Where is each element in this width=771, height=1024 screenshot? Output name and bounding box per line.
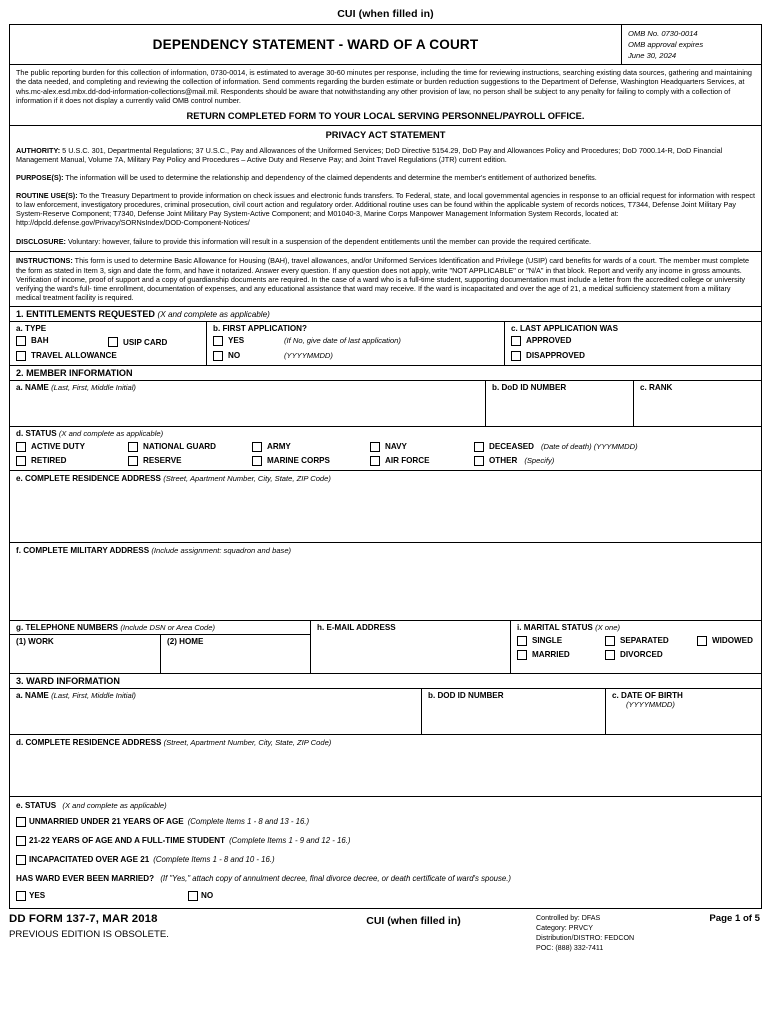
instructions-paragraph [10,251,761,305]
checkbox-icon[interactable] [474,442,484,452]
checkbox-approved[interactable] [511,336,757,346]
member-dod-id-label: b. DoD ID NUMBER [492,382,567,392]
home-phone-label: (2) HOME [167,636,204,646]
ward-dob-cell[interactable] [605,689,761,734]
section-1-header [10,306,761,322]
member-name-row [10,381,761,427]
member-status-block [10,427,761,471]
checkbox-marine-corps[interactable] [252,456,370,466]
title-cell [10,25,621,64]
first-app-yes-note: (If No, give date of last application) [284,336,401,346]
home-phone-cell[interactable] [160,635,310,673]
checkbox-army-label: ARMY [267,442,291,452]
marital-row-2 [517,650,757,660]
checkbox-icon[interactable] [605,636,615,646]
purpose-label: PURPOSE(S): [16,172,64,182]
checkbox-national-guard-label: NATIONAL GUARD [143,442,216,452]
previous-edition-notice: PREVIOUS EDITION IS OBSOLETE. [9,928,169,940]
email-address-label: h. E-MAIL ADDRESS [317,622,396,632]
first-application-cell [206,322,504,365]
member-military-address-label [10,543,761,555]
checkbox-married[interactable] [517,650,605,660]
return-notice: RETURN COMPLETED FORM TO YOUR LOCAL SERVING PERSONNEL/PAYROLL OFFICE. [186,110,585,121]
deceased-note: (Date of death) (YYYMMDD) [540,442,638,452]
section-2-heading: 2. MEMBER INFORMATION [16,367,133,378]
checkbox-air-force-label: AIR FORCE [385,456,430,466]
checkbox-national-guard[interactable] [128,442,252,452]
ward-married-answer-row [16,891,756,905]
checkbox-first-app-no-label: NO [228,351,241,361]
ward-status-note: (X and complete as applicable) [62,800,167,810]
section-1-note: (X and complete as applicable) [157,309,270,319]
checkbox-travel-allowance[interactable] [16,351,202,361]
checkbox-icon[interactable] [517,650,527,660]
checkbox-icon[interactable] [16,351,26,361]
telephone-subfields [10,635,310,673]
omb-expires-label: OMB approval expires [628,39,704,49]
member-status-row-2 [16,456,757,466]
omb-expires-date: June 30, 2024 [628,50,677,60]
last-application-cell [504,322,761,365]
ward-residence-address-note: (Street, Apartment Number, City, State, ZIP Code) [163,737,332,747]
marital-status-note: (X one) [595,622,620,632]
ward-residence-address-label-text: d. COMPLETE RESIDENCE ADDRESS [16,737,162,747]
purpose-paragraph [10,167,761,185]
category: Category: PRVCY [536,924,594,932]
marital-status-label [517,623,757,632]
authority-text: 5 U.S.C. 301, Departmental Regulations; 37 U.S.C., Pay and Allowances of the Uniformed Services; DoD Directive 5154.29, DoD Pay and Allowances Policy and Procedures; DoD 7000.14-R, DoD Financial Management Manual, Volume 7A, Military Pay Policy and Procedures – Active Duty and Reserve Pay; and Joint Travel Regulations (JTR) current edition. [16,145,723,164]
checkbox-icon[interactable] [252,442,262,452]
member-status-label [16,429,757,438]
member-name-note: (Last, First, Middle Initial) [51,382,136,392]
poc: POC: (888) 332-7411 [536,944,604,953]
checkbox-icon[interactable] [128,456,138,466]
member-status-row-1 [16,442,757,452]
controlled-by: Controlled by: DFAS [536,913,601,922]
privacy-act-heading: PRIVACY ACT STATEMENT [325,129,446,140]
checkbox-incapacitated-over-21[interactable] [16,855,756,865]
checkbox-married-label: MARRIED [532,650,570,660]
checkbox-disapproved[interactable] [511,351,757,361]
contact-marital-row [10,621,761,674]
marital-row-1 [517,636,757,646]
telephone-numbers-cell [10,621,310,673]
member-dod-id-cell[interactable] [485,381,633,426]
checkbox-icon[interactable] [370,456,380,466]
checkbox-first-app-no[interactable] [213,351,500,361]
checkbox-icon[interactable] [108,337,118,347]
checkbox-marine-corps-label: MARINE CORPS [267,456,330,466]
checkbox-ward-married-no[interactable] [188,891,213,901]
checkbox-approved-label: APPROVED [526,336,572,346]
footer-left [9,913,291,940]
checkbox-disapproved-label: DISAPPROVED [526,351,585,361]
checkbox-icon[interactable] [252,456,262,466]
checkbox-icon[interactable] [16,891,26,901]
member-name-label [16,383,481,392]
checkbox-icon[interactable] [511,336,521,346]
checkbox-travel-allowance-label: TRAVEL ALLOWANCE [31,351,117,361]
checkbox-divorced-label: DIVORCED [620,650,663,660]
page-footer [9,909,762,953]
form-identifier: DD FORM 137-7, MAR 2018 [9,912,158,925]
other-status-note: (Specify) [524,456,555,466]
checkbox-incapacitated-over-21-label: INCAPACITATED OVER AGE 21 [29,855,150,865]
ward-status-label-text: e. STATUS [16,800,57,810]
routine-use-text: To the Treasury Department to provide information on check issues and electronic funds transfers. To Federal, state, and local governmental agencies in response to an official request for information with respect to law enforcement, investigatory procedures, criminal prosecution, civil court action and regulatory order. Additional routine uses can be found within the applicable system of records notices, T7344, Defense Joint Military Pay System-Reserve Component; T7340, Defense Joint Military Pay System-Active Component; and M01040-3, Marine Corps Manpower Management Information System Records, located at: http://dpcld.defense.gov/Privacy/SORNsIndex/DOD-Component-Notices/ [16,191,756,228]
entitlement-type-cell [10,322,206,365]
ward-name-cell[interactable] [10,689,421,734]
instructions-label: INSTRUCTIONS: [16,256,73,266]
ward-name-label [16,691,417,700]
ward-dod-id-label: b. DOD ID NUMBER [428,690,504,700]
checkbox-icon[interactable] [188,891,198,901]
checkbox-bah-label: BAH [31,336,49,346]
member-military-address-note: (Include assignment: squadron and base) [151,545,292,555]
burden-statement: The public reporting burden for this collection of information, 0730-0014, is estimated to average 30-60 minutes per response, including the time for reviewing instructions, searching existing data sources, gathering and maintaining the data needed, and completing and reviewing the collection of information. Send comments regarding the burden estimate or burden reduction suggestions to the Department of Defense, Washington Headquarters Services, at whs.mc-alex.esd.mbx.dd-dod-information-collections@mail.mil. Respondents should be aware that notwithstanding any other provision of law, no person shall be subject to any penalty for failing to comply with a collection of information if it does not display a currently valid OMB control number. [16,68,752,105]
ward-residence-address-cell[interactable] [10,735,761,797]
work-phone-cell[interactable] [10,635,160,673]
privacy-act-section [10,125,761,306]
instructions-text: This form is used to determine Basic Allowance for Housing (BAH), travel allowances, and/or Uniformed Services Identification and Privilege (USIP) card benefits for wards of a court. The member must complete the form as stated in Item 3, sign and date the form, and have it notarized. Answer every question. If any question does not apply, write "NOT APPLICABLE" or "N/A" in that block. Report and verify any income in gross amounts. Verification of income, proof of support and a copy of guardianship documents are required. In the case of a ward who is a full-time student, supporting documentation must include a letter from the accredited college or university verifying the ward's full- time enrollment, documentation of expenses, and any educational assistance that ward may receive. If the ward is incapacitated and over the age of 21, a medical sufficiency statement from a military medical treatment facility is required. [16,256,750,302]
checkbox-army[interactable] [252,442,370,452]
checkbox-retired[interactable] [16,456,128,466]
ward-married-question [16,874,756,883]
page-title: DEPENDENCY STATEMENT - WARD OF A COURT [152,37,479,53]
routine-use-label: ROUTINE USE(S): [16,191,78,200]
checkbox-ward-married-no-label: NO [201,891,214,901]
checkbox-bah[interactable] [16,336,108,346]
ward-married-question-text: HAS WARD EVER BEEN MARRIED? [16,873,155,883]
member-status-label-text: d. STATUS [16,428,57,438]
member-military-address-cell[interactable] [10,543,761,621]
checkbox-active-duty-label: ACTIVE DUTY [31,442,85,452]
page-number: Page 1 of 5 [709,912,760,924]
checkbox-navy[interactable] [370,442,474,452]
disclosure-label: DISCLOSURE: [16,237,66,247]
checkbox-other-status-label: OTHER [489,456,518,466]
ward-dob-note: (YYYYMMDD) [626,699,675,709]
checkbox-icon[interactable] [517,636,527,646]
telephone-numbers-label-text: g. TELEPHONE NUMBERS [16,622,119,632]
control-markings [536,913,634,953]
telephone-numbers-note: (Include DSN or Area Code) [120,622,216,632]
member-name-label-text: a. NAME [16,382,49,392]
ward-residence-address-label [10,735,761,747]
checkbox-ward-married-yes[interactable] [16,891,188,901]
ward-status-label [16,801,756,810]
checkbox-deceased[interactable] [474,442,638,452]
disclosure-paragraph [10,230,761,251]
ward-name-label-text: a. NAME [16,690,49,700]
checkbox-icon[interactable] [128,442,138,452]
checkbox-other-status[interactable] [474,456,554,466]
checkbox-air-force[interactable] [370,456,474,466]
checkbox-icon[interactable] [605,650,615,660]
checkbox-unmarried-under-21-note: (Complete Items 1 - 8 and 13 - 16.) [187,817,310,827]
checkbox-21-22-fulltime-student[interactable] [16,836,756,846]
checkbox-separated-label: SEPARATED [620,636,669,646]
member-residence-address-label-text: e. COMPLETE RESIDENCE ADDRESS [16,473,161,483]
purpose-text: The information will be used to determine the relationship and dependency of the claimed dependents and determine the member's entitlement of authorized benefits. [63,172,597,182]
cui-banner-top: CUI (when filled in) [337,8,434,20]
omb-info-box [621,25,761,64]
ward-dob-label: c. DATE OF BIRTH [612,690,683,700]
member-military-address-label-text: f. COMPLETE MILITARY ADDRESS [16,545,150,555]
form-body [9,24,762,909]
disclosure-text: Voluntary: however, failure to provide this information will result in a suspension of the dependent entitlements until the member can provide the required certificate. [65,237,592,247]
checkbox-first-app-yes-label: YES [228,336,245,346]
checkbox-icon[interactable] [370,442,380,452]
last-application-label: c. LAST APPLICATION WAS [511,323,619,333]
checkbox-21-22-fulltime-student-label: 21-22 YEARS OF AGE AND A FULL-TIME STUDENT [29,836,226,846]
checkbox-single-label: SINGLE [532,636,563,646]
checkbox-divorced[interactable] [605,650,697,660]
member-residence-address-cell[interactable] [10,471,761,543]
member-rank-label: c. RANK [640,382,673,392]
distribution: Distribution/DISTRO: FEDCON [536,934,635,943]
checkbox-unmarried-under-21[interactable] [16,817,756,827]
checkbox-icon[interactable] [511,351,521,361]
checkbox-icon[interactable] [16,442,26,452]
checkbox-icon[interactable] [16,817,26,827]
section-1-row [10,322,761,366]
checkbox-icon[interactable] [474,456,484,466]
section-1-heading: 1. ENTITLEMENTS REQUESTED [16,308,155,319]
marital-status-label-text: i. MARITAL STATUS [517,622,593,632]
checkbox-ward-married-yes-label: YES [29,891,46,901]
checkbox-usip-card-label: USIP CARD [123,337,168,347]
checkbox-widowed-label: WIDOWED [712,636,753,646]
authority-label: AUTHORITY: [16,145,61,155]
ward-name-note: (Last, First, Middle Initial) [51,690,136,700]
work-phone-label: (1) WORK [16,636,54,646]
ward-dod-id-cell[interactable] [421,689,605,734]
section-3-heading: 3. WARD INFORMATION [16,675,120,686]
checkbox-single[interactable] [517,636,605,646]
marital-status-cell [510,621,761,673]
authority-paragraph [10,143,761,167]
first-application-label: b. FIRST APPLICATION? [213,323,307,333]
first-app-no-note: (YYYYMMDD) [284,351,333,361]
checkbox-first-app-yes[interactable] [213,336,500,346]
section-3-header [10,674,761,689]
member-name-cell[interactable] [10,381,485,426]
checkbox-icon[interactable] [16,836,26,846]
ward-status-block [10,797,761,908]
checkbox-retired-label: RETIRED [31,456,67,466]
checkbox-deceased-label: DECEASED [489,442,534,452]
telephone-numbers-label [10,621,310,635]
routine-use-paragraph [10,185,761,230]
checkbox-icon[interactable] [16,855,26,865]
checkbox-incapacitated-over-21-note: (Complete Items 1 - 8 and 10 - 16.) [153,855,275,865]
checkbox-widowed[interactable] [697,636,753,646]
ward-name-row [10,689,761,735]
section-2-header [10,366,761,381]
checkbox-reserve[interactable] [128,456,252,466]
entitlement-type-label: a. TYPE [16,323,47,333]
ward-married-question-note: (If "Yes," attach copy of annulment decree, final divorce decree, or death certificate of ward's spouse.) [160,873,512,883]
checkbox-unmarried-under-21-label: UNMARRIED UNDER 21 YEARS OF AGE [29,817,184,827]
checkbox-reserve-label: RESERVE [143,456,182,466]
checkbox-icon[interactable] [16,336,26,346]
checkbox-usip-card[interactable] [108,337,167,347]
cui-banner-bottom: CUI (when filled in) [366,914,461,927]
member-residence-address-label [10,471,761,483]
checkbox-icon[interactable] [697,636,707,646]
omb-number: OMB No. 0730-0014 [628,29,698,38]
checkbox-icon[interactable] [213,351,223,361]
title-row [10,25,761,65]
checkbox-21-22-fulltime-student-note: (Complete Items 1 - 9 and 12 - 16.) [229,836,351,846]
checkbox-icon[interactable] [213,336,223,346]
member-rank-cell[interactable] [633,381,761,426]
checkbox-icon[interactable] [16,456,26,466]
footer-right [536,913,762,953]
checkbox-separated[interactable] [605,636,697,646]
member-residence-address-note: (Street, Apartment Number, City, State, ZIP Code) [163,473,331,483]
checkbox-navy-label: NAVY [385,442,407,452]
email-address-cell[interactable] [310,621,510,673]
member-status-note: (X and complete as applicable) [58,428,164,438]
checkbox-active-duty[interactable] [16,442,128,452]
